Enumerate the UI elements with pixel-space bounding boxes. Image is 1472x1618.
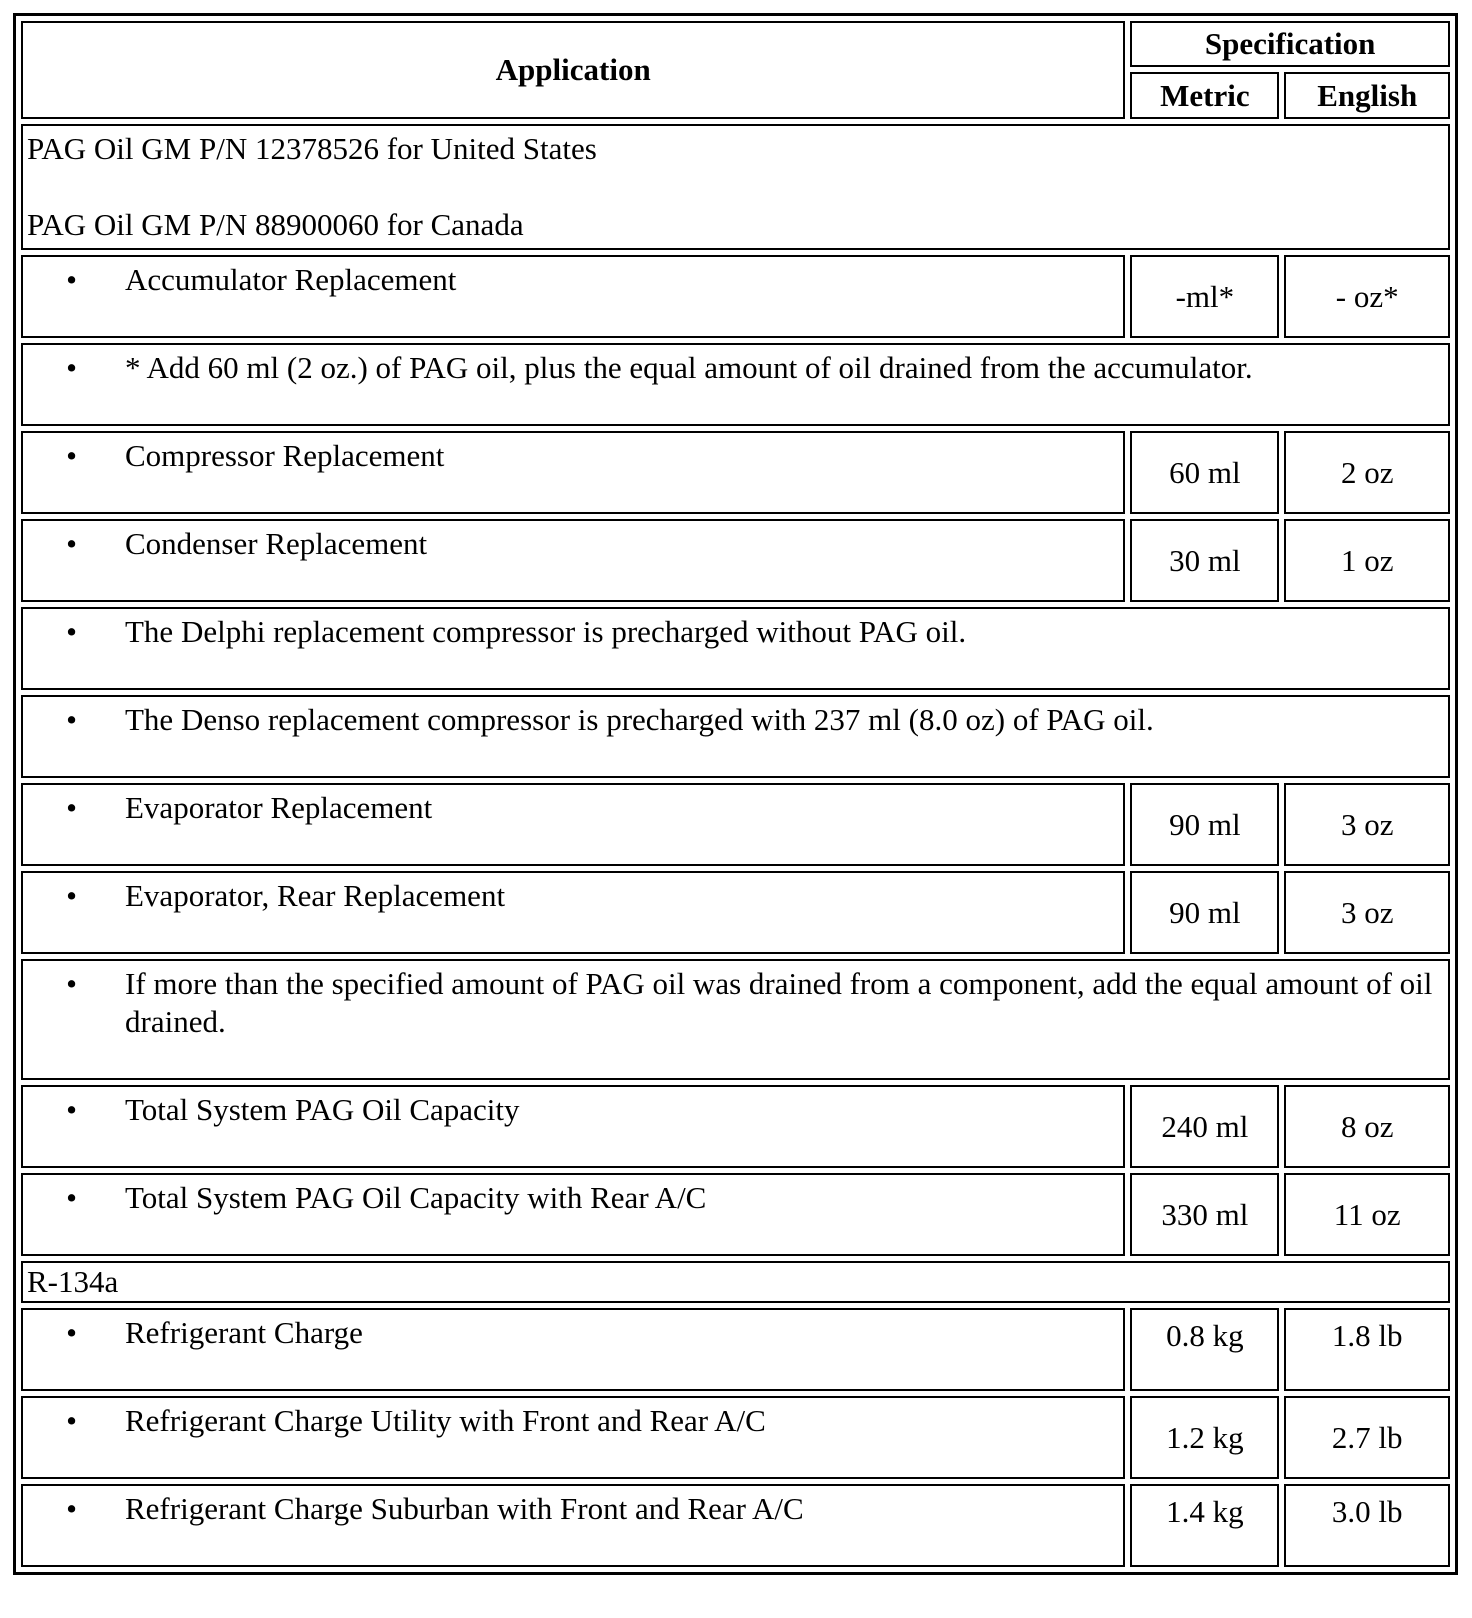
english-value: 3 oz [1284, 783, 1450, 866]
metric-value: 1.2 kg [1130, 1396, 1279, 1479]
table-row [21, 1173, 1450, 1256]
table-row [21, 1308, 1450, 1391]
note-cell [21, 343, 1450, 426]
metric-value: 240 ml [1130, 1085, 1279, 1168]
application-cell [21, 255, 1125, 338]
table-row [21, 1085, 1450, 1168]
english-value: 11 oz [1284, 1173, 1450, 1256]
row-label: Evaporator Replacement [125, 790, 433, 825]
bullet-icon: • [66, 614, 77, 649]
pag-oil-section-row [21, 124, 1450, 250]
english-value: 1.8 lb [1284, 1308, 1450, 1391]
specification-table [13, 13, 1458, 1575]
row-label: Compressor Replacement [125, 438, 445, 473]
metric-header: Metric [1130, 72, 1279, 119]
application-cell [21, 871, 1125, 954]
bullet-icon: • [66, 1315, 77, 1350]
note-text: If more than the specified amount of PAG oil was drained from a component, add the equal amount of oil drained. [125, 966, 1433, 1039]
refrigerant-section: R-134a [21, 1261, 1450, 1303]
english-header: English [1284, 72, 1450, 119]
application-cell [21, 1396, 1125, 1479]
note-row [21, 607, 1450, 690]
bullet-icon: • [66, 1403, 77, 1438]
bullet-icon: • [66, 1491, 77, 1526]
row-label: Refrigerant Charge [125, 1315, 363, 1350]
english-value: 2 oz [1284, 431, 1450, 514]
table-row [21, 783, 1450, 866]
application-cell [21, 783, 1125, 866]
note-row [21, 959, 1450, 1080]
row-label: Total System PAG Oil Capacity [125, 1092, 520, 1127]
table-row [21, 1484, 1450, 1567]
note-text: The Delphi replacement compressor is precharged without PAG oil. [125, 614, 967, 649]
note-text: The Denso replacement compressor is precharged with 237 ml (8.0 oz) of PAG oil. [125, 702, 1154, 737]
application-cell [21, 519, 1125, 602]
bullet-icon: • [66, 1180, 77, 1215]
pag-oil-canada-part: PAG Oil GM P/N 88900060 for Canada [27, 207, 524, 242]
metric-value: 60 ml [1130, 431, 1279, 514]
application-cell [21, 1308, 1125, 1391]
note-text: * Add 60 ml (2 oz.) of PAG oil, plus the equal amount of oil drained from the accumulator. [125, 350, 1253, 385]
note-row [21, 695, 1450, 778]
bullet-icon: • [66, 702, 77, 737]
row-label: Total System PAG Oil Capacity with Rear A/C [125, 1180, 707, 1215]
row-label: Refrigerant Charge Utility with Front and Rear A/C [125, 1403, 766, 1438]
bullet-icon: • [66, 1092, 77, 1127]
table-row [21, 431, 1450, 514]
metric-value: 90 ml [1130, 871, 1279, 954]
note-row [21, 343, 1450, 426]
refrigerant-section-row [21, 1261, 1450, 1303]
application-cell [21, 1173, 1125, 1256]
table-row [21, 255, 1450, 338]
application-cell [21, 431, 1125, 514]
metric-value: 30 ml [1130, 519, 1279, 602]
bullet-icon: • [66, 438, 77, 473]
bullet-icon: • [66, 790, 77, 825]
application-cell [21, 1085, 1125, 1168]
note-cell [21, 695, 1450, 778]
header-row [21, 21, 1450, 67]
metric-value: -ml* [1130, 255, 1279, 338]
application-header: Application [21, 21, 1125, 119]
english-value: 3 oz [1284, 871, 1450, 954]
metric-value: 90 ml [1130, 783, 1279, 866]
bullet-icon: • [66, 526, 77, 561]
english-value: 8 oz [1284, 1085, 1450, 1168]
row-label: Condenser Replacement [125, 526, 428, 561]
metric-value: 0.8 kg [1130, 1308, 1279, 1391]
specification-header: Specification [1130, 21, 1450, 67]
table-row [21, 871, 1450, 954]
bullet-icon: • [66, 878, 77, 913]
bullet-icon: • [66, 262, 77, 297]
row-label: Refrigerant Charge Suburban with Front and Rear A/C [125, 1491, 804, 1526]
note-cell [21, 607, 1450, 690]
note-cell [21, 959, 1450, 1080]
row-label: Evaporator, Rear Replacement [125, 878, 506, 913]
english-value: 2.7 lb [1284, 1396, 1450, 1479]
metric-value: 1.4 kg [1130, 1484, 1279, 1567]
application-cell [21, 1484, 1125, 1567]
table-row [21, 1396, 1450, 1479]
bullet-icon: • [66, 966, 77, 1001]
english-value: - oz* [1284, 255, 1450, 338]
row-label: Accumulator Replacement [125, 262, 457, 297]
table-row [21, 519, 1450, 602]
pag-oil-section [21, 124, 1450, 250]
metric-value: 330 ml [1130, 1173, 1279, 1256]
bullet-icon: • [66, 350, 77, 385]
english-value: 1 oz [1284, 519, 1450, 602]
english-value: 3.0 lb [1284, 1484, 1450, 1567]
pag-oil-us-part: PAG Oil GM P/N 12378526 for United States [27, 131, 597, 166]
